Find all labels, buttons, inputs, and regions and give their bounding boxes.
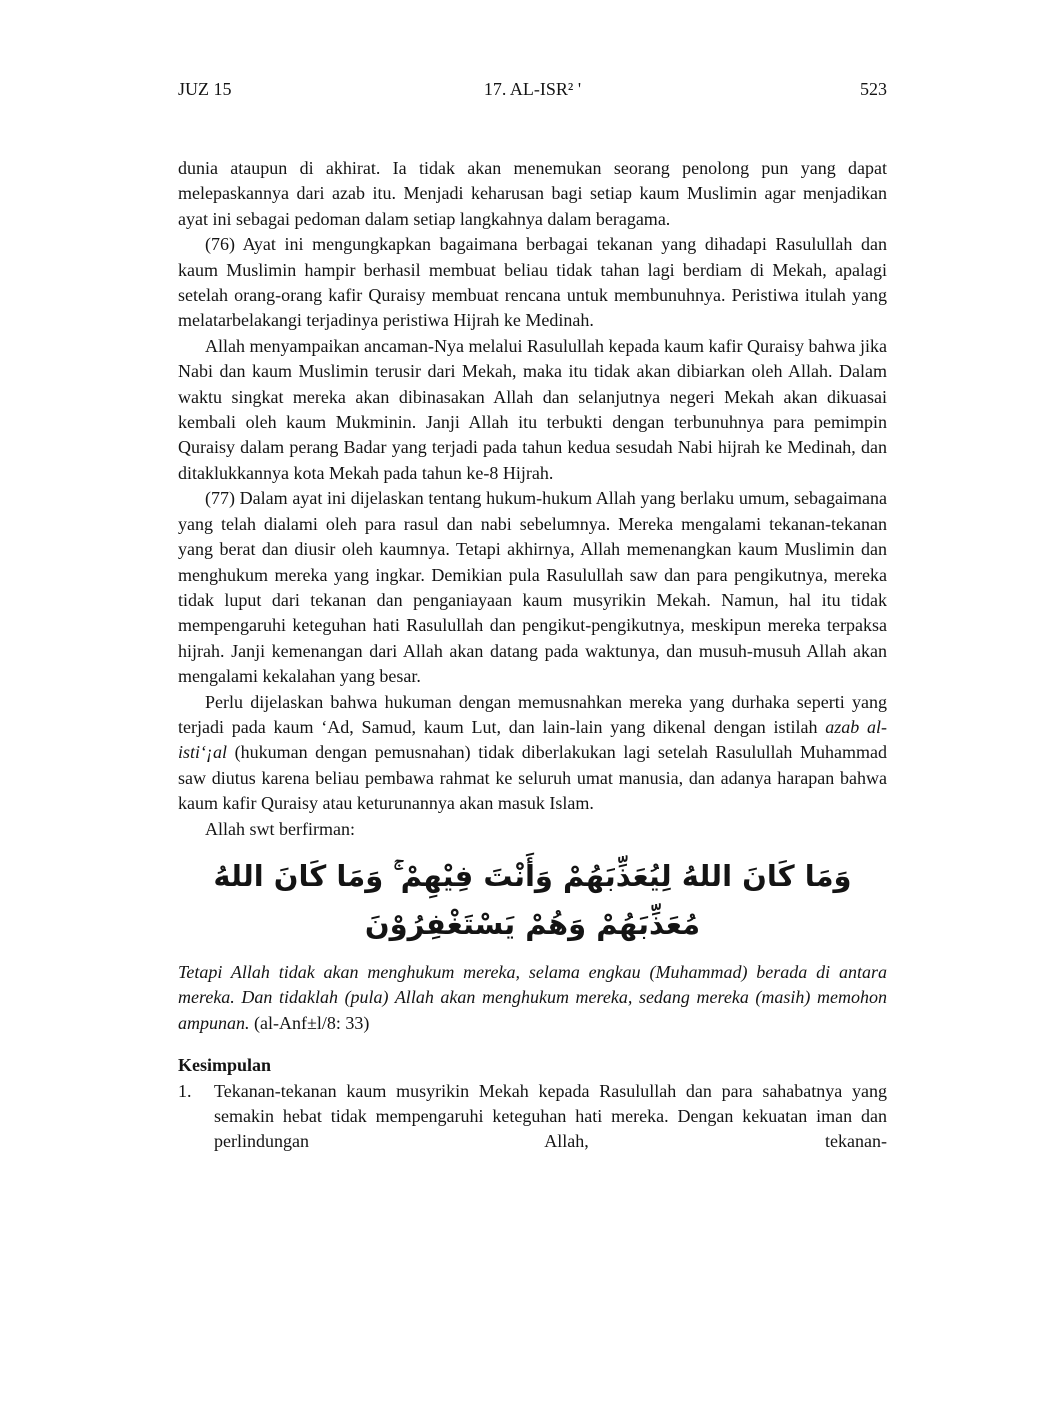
paragraph-ancaman: Allah menyampaikan ancaman-Nya melalui Rasulullah kepada kaum kafir Quraisy bahwa jika Nabi dan kaum Muslimin terusir dari Mekah, maka itu tidak akan dibiarkan oleh Allah. Dalam waktu singkat mereka akan dibinasakan Allah dan selanjutnya negeri Mekah akan dikuasai kembali oleh kaum Mukminin. Janji Allah itu terbukti dengan terbunuhnya para pemimpin Quraisy dalam perang Badar yang terjadi pada tahun kedua sesudah Nabi hijrah ke Medinah, dan ditaklukkannya kota Mekah pada tahun ke-8 Hijrah. [178,335,887,483]
section-heading-kesimpulan: Kesimpulan [178,1055,272,1076]
page-number: 523 [860,79,887,99]
paragraph-azab-post: (hukuman dengan pemusnahan) tidak diberlakukan lagi setelah Rasulullah Muhammad saw diutus karena beliau pembawa rahmat ke seluruh umat manusia, dan adanya harapan bahwa kaum kafir Quraisy atau keturunannya akan masuk Islam. [178,742,887,814]
list-item [178,1079,887,1155]
verse-citation: (al-Anf±l/8: 33) [254,1012,370,1033]
juz-label: JUZ 15 [178,79,232,99]
list-item-text: Tekanan-tekanan kaum musyrikin Mekah kepada Rasulullah dan para sahabatnya yang semakin hebat tidak mempengaruhi keteguhan hati mereka. Dengan kekuatan iman dan perlindungan Allah, tekanan- [214,1080,887,1152]
surah-title: 17. AL-ISR² ' [483,79,582,99]
paragraph-ayat-77: (77) Dalam ayat ini dijelaskan tentang hukum-hukum Allah yang berlaku umum, sebagaimana yang telah dialami oleh para rasul dan nabi sebelumnya. Mereka mengalami tekanan-tekanan yang berat dan diusir oleh kaumnya. Tetapi akhirnya, Allah memenangkan kaum Muslimin dan menghukum mereka yang ingkar. Demikian pula Rasulullah saw dan para pengikutnya, mereka tidak luput dari tekanan dan penganiayaan kaum musyrikin Mekah. Namun, hal itu tidak mempengaruhi keteguhan hati Rasulullah dan pengikut-pengikutnya, meskipun mereka terpaksa hijrah. Janji kemenangan dari Allah akan datang pada waktunya, dan musuh-musuh Allah akan mengalami kekalahan yang besar. [178,488,887,687]
paragraph-ayat-76: (76) Ayat ini mengungkapkan bagaimana berbagai tekanan yang dihadapi Rasulullah dan kaum Muslimin hampir berhasil membuat beliau tidak tahan lagi berdiam di Mekah, apalagi setelah orang-orang kafir Quraisy membuat rencana untuk membunuhnya. Peristiwa itulah yang melatarbelakangi terjadinya peristiwa Hijrah ke Medinah. [178,234,887,331]
list-item-number: 1. [178,1080,192,1101]
paragraph-azab-term: azab al-isti‘¡al [178,716,887,763]
paragraph-firman-intro: Allah swt berfirman: [205,818,355,839]
paragraph-azab [178,690,887,817]
translation-text: Tetapi Allah tidak akan menghukum mereka, selama engkau (Muhammad) berada di antara mereka. Dan tidaklah (pula) Allah akan menghukum mereka, sedang mereka (masih) memohon ampunan. [178,961,887,1033]
paragraph-continuation: dunia ataupun di akhirat. Ia tidak akan menemukan seorang penolong pun yang dapat melepaskannya dari azab itu. Menjadi keharusan bagi setiap kaum Muslimin agar menjadikan ayat ini sebagai pedoman dalam setiap langkahnya dalam beragama. [178,158,887,229]
page-body [178,156,887,1155]
verse-translation [178,960,887,1036]
arabic-verse: وَمَا كَانَ اللهُ لِيُعَذِّبَهُمْ وَأَنْتَ فِيْهِمْ ۚ وَمَا كَانَ اللهُ مُعَذِّبَهُمْ وَهُمْ يَسْتَغْفِرُوْنَ [213,858,852,941]
paragraph-azab-pre: Perlu dijelaskan bahwa hukuman dengan memusnahkan mereka yang durhaka seperti yang terjadi pada kaum ‘Ad, Samud, kaum Lut, dan lain-lain yang dikenal dengan istilah [178,691,887,737]
